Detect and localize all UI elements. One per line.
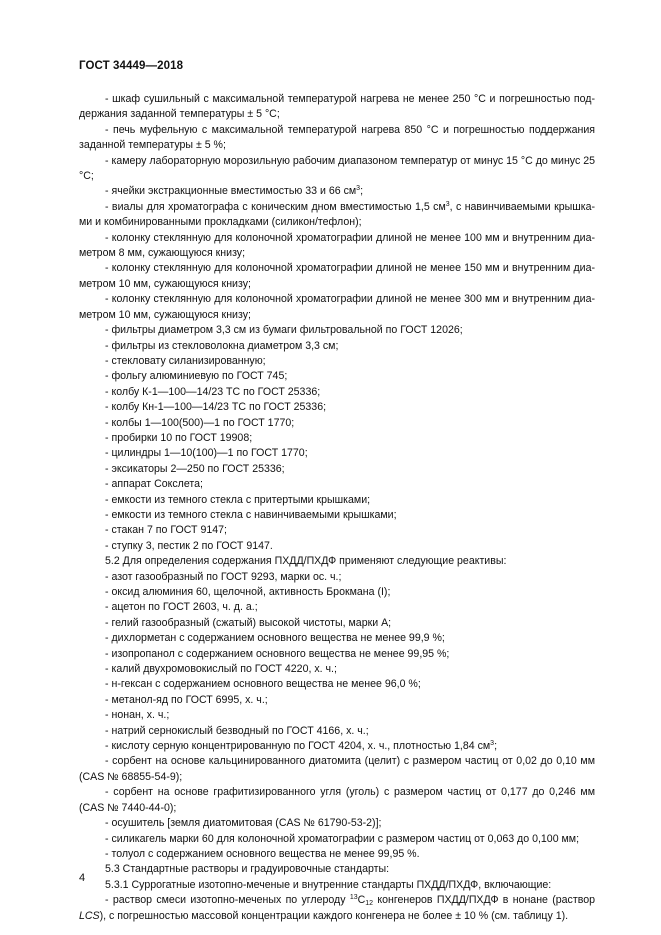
list-item-drying-cabinet: - шкаф сушильный с максимальной температурой нагрева не менее 250 °С и погрешностью поддержания заданной температуры ± 5 °С; bbox=[79, 93, 595, 121]
list-item-freezer: - камеру лабораторную морозильную рабочим диапазоном температур от минус 15 °С до минус 25 °С; bbox=[79, 154, 595, 183]
list-item: - дихлорметан с содержанием основного вещества не менее 99,9 %; bbox=[105, 632, 445, 645]
section-5-3-heading: 5.3 Стандартные растворы и градуировочные стандарты: bbox=[105, 863, 390, 876]
list-item: - метанол-яд по ГОСТ 6995, х. ч.; bbox=[105, 693, 268, 706]
list-item: - фольгу алюминиевую по ГОСТ 745; bbox=[105, 370, 288, 383]
list-item-vials: - виалы для хроматографа с коническим дном вместимостью 1,5 $см^3$, с навинчиваемыми крышками и комбинированными прокладками (силикон/тефлон); bbox=[79, 200, 595, 229]
list-item: - колбы 1—100(500)—1 по ГОСТ 1770; bbox=[105, 416, 295, 429]
list-item: - стакан 7 по ГОСТ 9147; bbox=[105, 524, 227, 537]
list-item-column-150: - колонку стеклянную для колоночной хроматографии длиной не менее 150 мм и внутренним диаметром 10 мм, сужающуюся книзу; bbox=[79, 262, 595, 290]
list-item-column-100: - колонку стеклянную для колоночной хроматографии длиной не менее 100 мм и внутренним диаметром 8 мм, сужающуюся книзу; bbox=[79, 231, 595, 260]
list-item: - нонан, х. ч.; bbox=[105, 709, 170, 722]
list-item: - емкости из темного стекла с навинчиваемыми крышками; bbox=[105, 508, 397, 521]
document-header: ГОСТ 34449—2018 bbox=[79, 60, 184, 72]
list-item: - изопропанол с содержанием основного вещества не менее 99,95 %; bbox=[105, 647, 450, 660]
list-item-carbon-sorbent: - сорбент на основе графитизированного угля (уголь) с размером частиц от 0,177 до 0,246 мм (CAS № 7440-44-0); bbox=[79, 786, 595, 814]
document-body bbox=[79, 92, 595, 924]
section-5-2-heading: 5.2 Для определения содержания ПХДД/ПХДФ применяют следующие реактивы: bbox=[105, 555, 507, 568]
list-item-extraction-cells: - ячейки экстракционные вместимостью 33 и 66 $см^3$; bbox=[105, 185, 364, 198]
list-item: - емкости из темного стекла с притертыми крышками; bbox=[105, 493, 371, 506]
list-item-celite-sorbent: - сорбент на основе кальцинированного диатомита (целит) с размером частиц от 0,02 до 0,10 мм (CAS № 68855-54-9); bbox=[79, 755, 595, 783]
list-item: - ступку 3, пестик 2 по ГОСТ 9147. bbox=[105, 539, 273, 552]
list-item: - пробирки 10 по ГОСТ 19908; bbox=[105, 431, 253, 444]
list-item-muffle-furnace: - печь муфельную с максимальной температурой нагрева 850 °С и погрешностью поддержания заданной температуры ± 5 %; bbox=[79, 123, 595, 152]
list-item: - калий двухромовокислый по ГОСТ 4220, х. ч.; bbox=[105, 663, 337, 676]
list-item-sulfuric-acid: - кислоту серную концентрированную по ГОСТ 4204, х. ч., плотностью 1,84 $см^3$; bbox=[105, 740, 498, 753]
list-item: - силикагель марки 60 для колоночной хроматографии с размером частиц от 0,063 до 0,100 мм; bbox=[105, 832, 580, 845]
list-item: - осушитель [земля диатомитовая (CAS № 61790-53-2)]; bbox=[105, 817, 382, 830]
list-item: - фильтры диаметром 3,3 см из бумаги фильтровальной по ГОСТ 12026; bbox=[105, 324, 463, 337]
list-item: - азот газообразный по ГОСТ 9293, марки ос. ч.; bbox=[105, 570, 342, 583]
page-number: 4 bbox=[79, 872, 86, 884]
list-item-column-300: - колонку стеклянную для колоночной хроматографии длиной не менее 300 мм и внутренним диаметром 10 мм, сужающуюся книзу; bbox=[79, 293, 595, 321]
section-5-3-1-heading: 5.3.1 Суррогатные изотопно-меченые и внутренние стандарты ПХДД/ПХДФ, включающие: bbox=[105, 878, 552, 891]
list-item-lcs-solution: - раствор смеси изотопно-меченых по углероду $^{13}С_{12}$ конгенеров ПХДД/ПХДФ в нонане (раствор LCS), с погрешностью массовой концентрации каждого конгенера не более ± 10 % (см. таблицу 1). bbox=[79, 894, 595, 922]
list-item: - н-гексан с содержанием основного вещества не менее 96,0 %; bbox=[105, 678, 421, 691]
list-item: - стекловату силанизированную; bbox=[105, 354, 266, 367]
list-item: - натрий сернокислый безводный по ГОСТ 4166, х. ч.; bbox=[105, 724, 369, 737]
list-item: - колбу К-1—100—14/23 ТС по ГОСТ 25336; bbox=[105, 385, 321, 398]
list-item: - оксид алюминия 60, щелочной, активность Брокмана (I); bbox=[105, 586, 391, 598]
list-item: - толуол с содержанием основного вещества не менее 99,95 %. bbox=[105, 847, 420, 860]
list-item: - аппарат Сокслета; bbox=[105, 478, 203, 491]
list-item: - фильтры из стекловолокна диаметром 3,3 см; bbox=[105, 339, 339, 352]
list-item: - ацетон по ГОСТ 2603, ч. д. а.; bbox=[105, 601, 258, 614]
list-item: - колбу Кн-1—100—14/23 ТС по ГОСТ 25336; bbox=[105, 401, 327, 414]
list-item: - гелий газообразный (сжатый) высокой чистоты, марки А; bbox=[105, 616, 392, 629]
list-item: - эксикаторы 2—250 по ГОСТ 25336; bbox=[105, 462, 285, 475]
list-item: - цилиндры 1—10(100)—1 по ГОСТ 1770; bbox=[105, 447, 308, 460]
